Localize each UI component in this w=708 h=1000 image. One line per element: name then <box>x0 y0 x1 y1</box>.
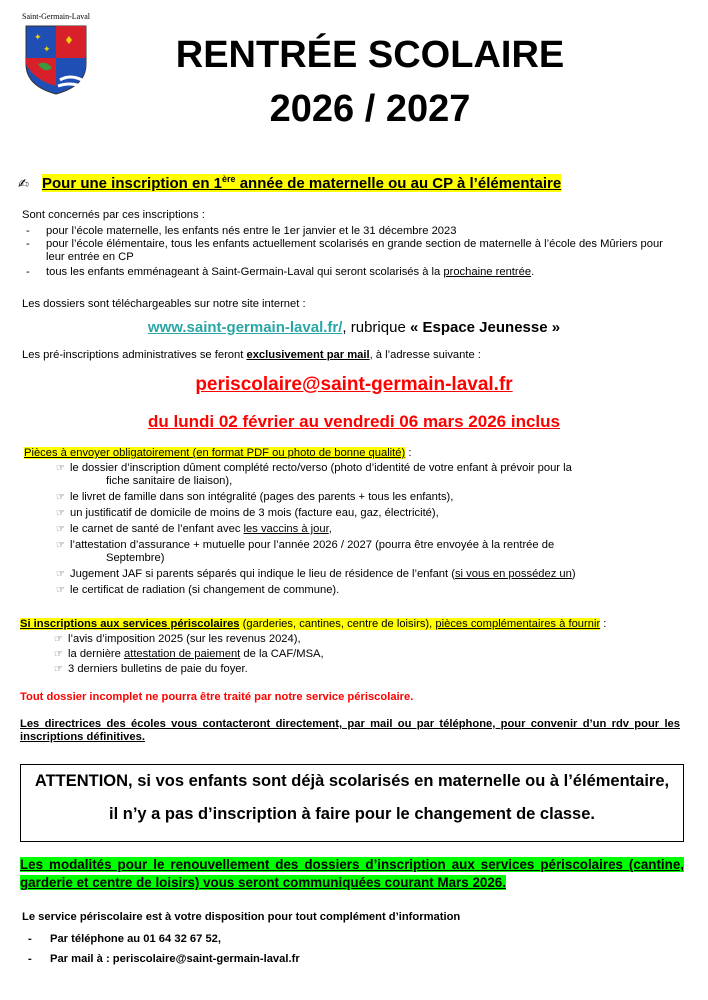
pointing-hand-icon: ☞ <box>56 492 65 503</box>
pointing-hand-icon: ☞ <box>56 569 65 580</box>
download-text: Les dossiers sont téléchargeables sur notre site internet : <box>22 298 306 310</box>
dash-marker: - <box>28 953 32 965</box>
periscolaire-heading-part2: (garderies, cantines, centre de loisirs), <box>239 618 436 630</box>
service-intro: Le service périscolaire est à votre disposition pour tout complément d’information <box>22 911 461 923</box>
pieces-heading-after: : <box>405 447 412 459</box>
registration-dates: du lundi 02 février au vendredi 06 mars 2026 inclus <box>148 412 560 431</box>
page-title-line2: 2026 / 2027 <box>269 88 471 130</box>
list-item-text: tous les enfants emménageant à Saint-Germain-Laval qui seront scolarisés à la <box>46 266 444 278</box>
pieces-heading <box>24 447 411 460</box>
inscription-heading-after: année de maternelle ou au CP à l’élémentaire <box>235 175 562 192</box>
modalites-text: Les modalités pour le renouvellement des dossiers d’inscription aux services périscolaires (cantine, garderie et centre de loisirs) vous seront communiquées courant Mars 2026. <box>20 857 684 890</box>
list-item-text: le carnet de santé de l’enfant avec <box>70 523 244 535</box>
rubrique-name: « Espace Jeunesse » <box>409 319 561 336</box>
list-item-text: ) <box>571 568 576 580</box>
pointing-hand-icon: ☞ <box>54 649 63 660</box>
directrices-note: Les directrices des écoles vous contacteront directement, par mail ou par téléphone, pour convenir d’un rdv pour les inscriptions définitives. <box>20 718 680 743</box>
periscolaire-heading-part1: Si inscriptions aux services périscolaires <box>20 618 240 630</box>
list-item-text: l’avis d’imposition 2025 (sur les revenus 2024), <box>68 633 301 645</box>
pieces-list <box>56 462 680 597</box>
website-link[interactable]: www.saint-germain-laval.fr/ <box>147 319 343 336</box>
list-item <box>56 568 680 581</box>
svg-text:✦: ✦ <box>34 33 42 43</box>
pointing-hand-icon: ☞ <box>56 524 65 535</box>
periscolaire-list <box>54 633 674 676</box>
preinscription-text <box>22 349 481 362</box>
list-item-text: l’attestation d’assurance + mutuelle pour l’année 2026 / 2027 (pourra être envoyée à la rentrée de <box>70 539 555 551</box>
list-item <box>54 663 674 676</box>
list-item <box>56 523 680 536</box>
hand-arrow-icon: ✍ <box>18 176 29 191</box>
periscolaire-heading-after: : <box>600 618 607 630</box>
dash-marker: - <box>28 933 32 945</box>
list-item-text: . <box>531 266 535 278</box>
list-item-link: attestation de paiement <box>123 648 241 660</box>
coat-of-arms-logo <box>24 24 88 96</box>
town-name: Saint-Germain-Laval <box>22 12 90 21</box>
list-item-text: fiche sanitaire de liaison), <box>106 475 233 487</box>
phone-text[interactable]: Par téléphone au 01 64 32 67 52, <box>50 933 222 945</box>
inscription-heading-sup: ère <box>222 174 236 184</box>
svg-text:✦: ✦ <box>43 45 51 55</box>
pointing-hand-icon: ☞ <box>56 585 65 596</box>
website-line <box>0 319 708 336</box>
list-item-text: un justificatif de domicile de moins de 3 mois (facture eau, gaz, électricité), <box>70 507 439 519</box>
preinscription-after: , à l’adresse suivante : <box>369 349 481 361</box>
preinscription-before: Les pré-inscriptions administratives se feront <box>22 349 247 361</box>
list-item-text: Jugement JAF si parents séparés qui indique le lieu de résidence de l’enfant ( <box>70 568 455 580</box>
list-item-text: la dernière <box>68 648 124 660</box>
list-item: - pour l’école élémentaire, tous les enfants actuellement scolarisés en grande section de maternelle à l’école des Mûriers pour leur entrée en CP <box>22 238 684 264</box>
inscription-heading-before: Pour une inscription en 1 <box>42 175 223 192</box>
list-item-text: de la CAF/MSA, <box>240 648 324 660</box>
list-item-link: si vous en possédez un <box>454 568 572 580</box>
list-item <box>56 539 680 565</box>
concerned-intro: Sont concernés par ces inscriptions : <box>22 209 205 221</box>
pointing-hand-icon: ☞ <box>54 634 63 645</box>
periscolaire-heading-part3: pièces complémentaires à fournir <box>435 618 601 630</box>
concerned-block <box>22 209 684 279</box>
list-item <box>56 507 680 520</box>
list-item-text: le livret de famille dans son intégralité (pages des parents + tous les enfants), <box>70 491 454 503</box>
list-item <box>56 462 680 488</box>
periscolaire-heading <box>20 618 606 631</box>
contact-phone <box>22 933 622 945</box>
attention-line1: ATTENTION, si vos enfants sont déjà scolarisés en maternelle ou à l’élémentaire, <box>34 772 670 790</box>
list-item-text: , <box>328 523 332 535</box>
page-title-line1: RENTRÉE SCOLAIRE <box>175 34 565 76</box>
list-item-text: le certificat de radiation (si changement de commune). <box>70 584 340 596</box>
attention-line2: il n’y a pas d’inscription à faire pour le changement de classe. <box>109 805 595 823</box>
email-link[interactable]: periscolaire@saint-germain-laval.fr <box>195 374 513 395</box>
list-item <box>54 633 674 646</box>
list-item-text: le dossier d’inscription dûment complété recto/verso (photo d’identité de votre enfant à prévoir pour la <box>70 462 572 474</box>
list-item-text: 3 derniers bulletins de paie du foyer. <box>68 663 248 675</box>
list-item-link: prochaine rentrée <box>443 266 532 278</box>
pieces-heading-text: Pièces à envoyer obligatoirement (en format PDF ou photo de bonne qualité) <box>24 447 406 459</box>
list-item <box>22 266 684 279</box>
list-item: - pour l’école maternelle, les enfants nés entre le 1er janvier et le 31 décembre 2023 <box>22 225 684 238</box>
list-item-link: les vaccins à jour <box>243 523 329 535</box>
pointing-hand-icon: ☞ <box>56 508 65 519</box>
incomplete-warning: Tout dossier incomplet ne pourra être traité par notre service périscolaire. <box>20 691 414 703</box>
mail-text[interactable]: Par mail à : periscolaire@saint-germain-laval.fr <box>50 953 300 965</box>
modalites-note <box>20 856 684 892</box>
contact-mail <box>22 953 622 965</box>
list-item <box>56 584 680 597</box>
svg-text:♦: ♦ <box>64 34 74 47</box>
list-item-text: Septembre) <box>106 552 165 564</box>
pointing-hand-icon: ☞ <box>54 664 63 675</box>
inscription-heading <box>18 174 561 192</box>
preinscription-bold: exclusivement par mail <box>246 349 370 361</box>
pointing-hand-icon: ☞ <box>56 463 65 474</box>
list-item <box>56 491 680 504</box>
list-item <box>54 648 674 661</box>
pointing-hand-icon: ☞ <box>56 540 65 551</box>
rubrique-label: , rubrique <box>342 319 410 336</box>
